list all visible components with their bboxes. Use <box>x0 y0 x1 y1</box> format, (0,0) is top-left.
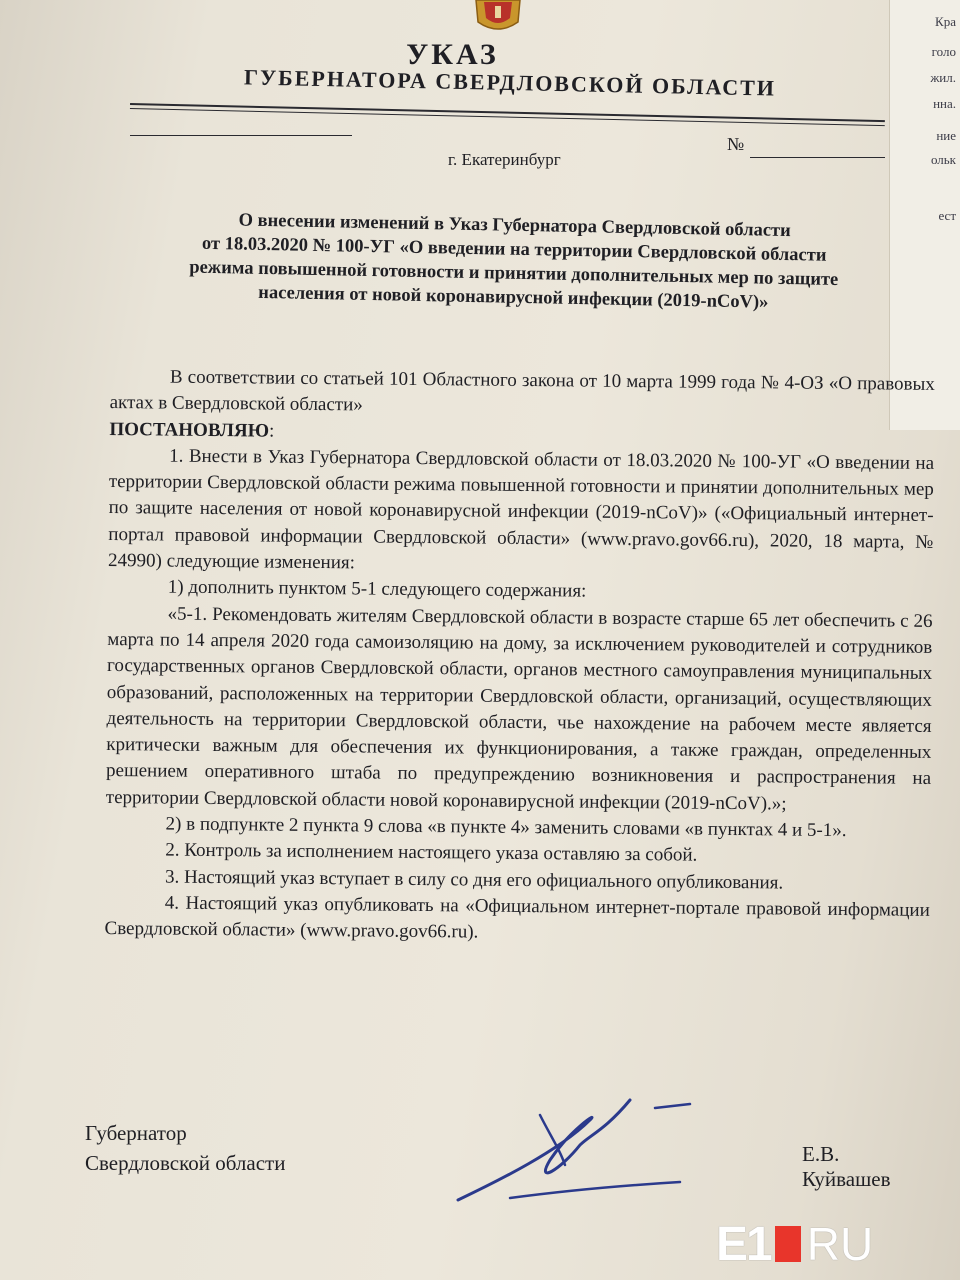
heading-line: от 18.03.2020 № 100-УГ «О введении на территории Свердловской области <box>201 233 827 266</box>
underlying-text: ольк <box>930 152 956 167</box>
decree-word: ПОСТАНОВЛЯЮ <box>109 418 270 442</box>
item-5-1-paragraph: «5-1. Рекомендовать жителям Свердловской области в возрасте старше 65 лет обеспечить с 26 марта по 14 апреля 2020 года самоизоляцию на дому, за исключением руководителей и сотрудников государственных органов Свердловской области, органов местного самоуправления муниципальных образований, расположенных на территории Свердловской области, организаций, осуществляющих деятельность на территории Свердловской области, чье нахождение на рабочем месте является критически важным для обеспечения их функционирования, а также граждан, определенных решением оперативного штаба по предупреждению возникновения и распространения на территории Свердловской области новой коронавирусной инфекции (2019-nCoV).»; <box>105 603 933 815</box>
underlying-text: жил. <box>930 70 956 85</box>
item-1-paragraph: 1. Внести в Указ Губернатора Свердловской области от 18.03.2020 № 100-УГ «О введении на территории Свердловской области режима повышенной готовности и принятии дополнительных мер по защите населения от новой коронавирусной инфекции (2019-nCoV)» («Официальный интернет-портал правовой информации Свердловской области» (www.pravo.gov66.ru), 2020, 18 марта, № 24990) следующие изменения: <box>108 445 935 574</box>
preamble-paragraph: В соответствии со статьей 101 Областного закона от 10 марта 1999 года № 4-ОЗ «О правовых актах в Свердловской области» <box>109 366 935 416</box>
heading-line: населения от новой коронавирусной инфекции (2019-nCoV)» <box>258 282 769 313</box>
number-blank-line <box>750 157 885 158</box>
watermark-ru: RU <box>806 1218 874 1270</box>
header-divider <box>130 103 885 126</box>
underlying-text: нна. <box>933 96 956 111</box>
issuer-title: ГУБЕРНАТОРА СВЕРДЛОВСКОЙ ОБЛАСТИ <box>243 64 777 101</box>
decree-body <box>104 364 935 950</box>
e1-ru-watermark <box>716 1217 936 1271</box>
signatory-title-line: Свердловской области <box>85 1151 286 1175</box>
item-1-1-paragraph: 1) дополнить пунктом 5-1 следующего содержания: <box>167 576 587 602</box>
item-4-paragraph: 4. Настоящий указ опубликовать на «Официальном интернет-портале правовой информации Свердловской области» (www.pravo.gov66.ru). <box>104 892 930 943</box>
underlying-text: голо <box>931 44 956 59</box>
document-type-title: УКАЗ <box>406 38 499 71</box>
item-1-2-paragraph: 2) в подпункте 2 пункта 9 слова «в пункте 4» заменить словами «в пунктах 4 и 5-1». <box>165 813 847 842</box>
underlying-text: ние <box>936 128 956 143</box>
watermark-e1: E1 <box>716 1217 771 1271</box>
coat-of-arms-icon <box>468 0 528 36</box>
item-2-paragraph: 2. Контроль за исполнением настоящего указа оставляю за собой. <box>165 839 698 867</box>
signatory-title <box>85 1118 285 1178</box>
signatory-title-line: Губернатор <box>85 1121 187 1145</box>
document-heading <box>108 206 920 318</box>
city-label: г. Екатеринбург <box>448 150 561 169</box>
number-label: № <box>727 134 745 154</box>
underlying-text: ест <box>938 208 956 223</box>
handwritten-signature <box>440 1090 700 1215</box>
item-3-paragraph: 3. Настоящий указ вступает в силу со дня его официального опубликования. <box>164 866 784 894</box>
underlying-text: Кра <box>935 14 956 29</box>
date-blank-line <box>130 135 352 136</box>
decree-colon: : <box>269 420 275 442</box>
heading-line: О внесении изменений в Указ Губернатора Свердловской области <box>238 210 791 242</box>
watermark-accent-bar <box>775 1226 801 1262</box>
signatory-name: Е.В. Куйвашев <box>802 1142 891 1191</box>
heading-line: режима повышенной готовности и принятии дополнительных мер по защите <box>189 257 839 290</box>
